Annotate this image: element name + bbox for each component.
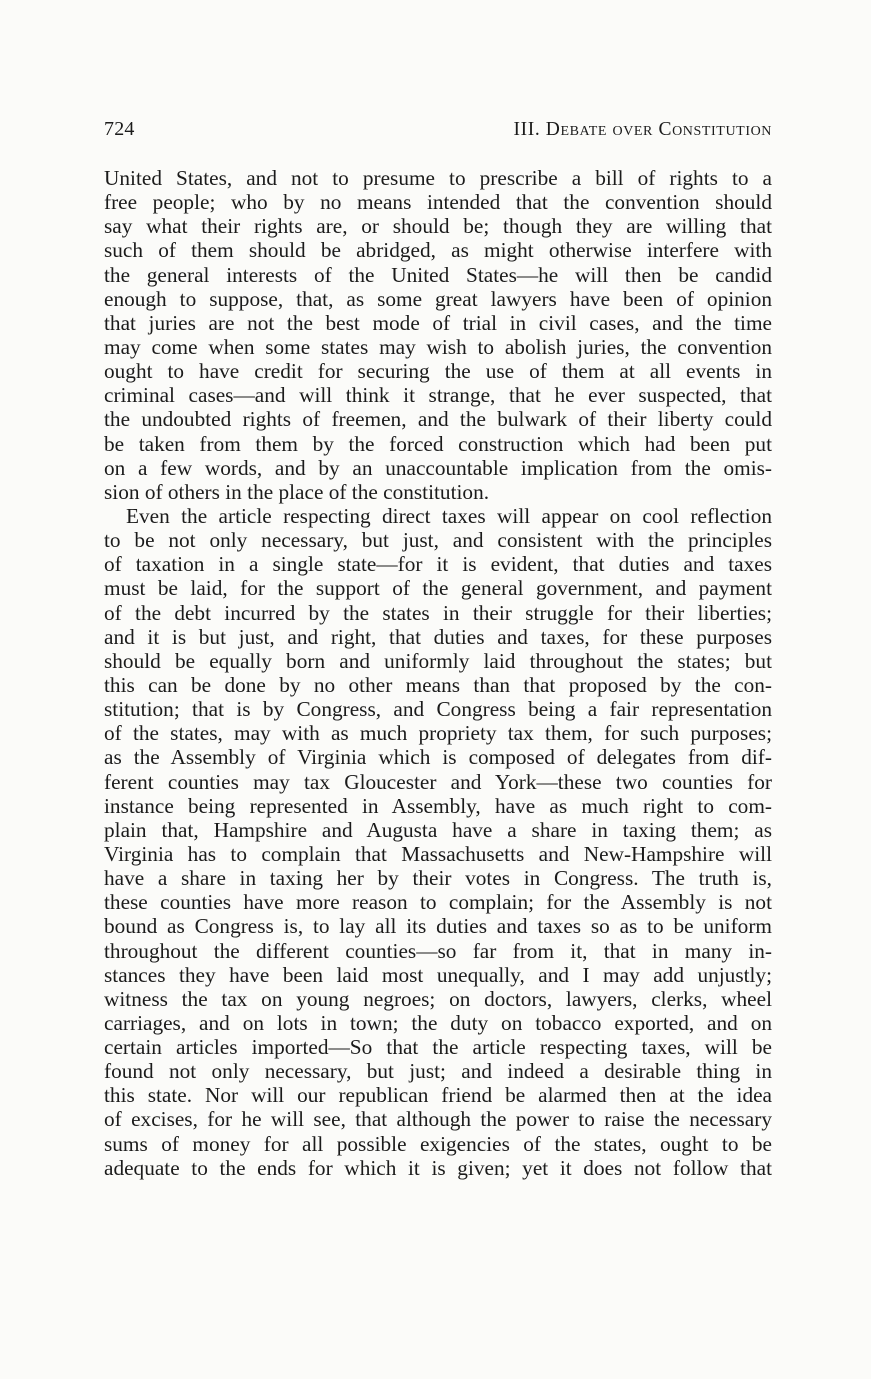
- text-line: stances they have been laid most unequally, and I may add unjustly;: [104, 962, 772, 987]
- paragraph: [104, 166, 772, 504]
- text-line: this state. Nor will our republican friend be alarmed then at the idea: [104, 1083, 772, 1108]
- text-line: may come when some states may wish to abolish juries, the convention: [104, 334, 772, 359]
- text-line: that juries are not the best mode of trial in civil cases, and the time: [104, 310, 772, 335]
- text-line: to be not only necessary, but just, and consistent with the principles: [104, 528, 772, 553]
- running-head: [104, 118, 772, 148]
- text-line: instance being represented in Assembly, have as much right to com-: [104, 793, 772, 818]
- paragraph: [104, 504, 772, 1180]
- text-line: sion of others in the place of the constitution.: [104, 479, 490, 504]
- body-text: [104, 166, 772, 1180]
- text-line: must be laid, for the support of the general government, and payment: [104, 576, 772, 601]
- page-number: 724: [104, 118, 135, 140]
- text-line: certain articles imported—So that the article respecting taxes, will be: [104, 1035, 772, 1060]
- text-line: the undoubted rights of freemen, and the bulwark of their liberty could: [104, 407, 772, 432]
- text-line: adequate to the ends for which it is given; yet it does not follow that: [104, 1155, 772, 1180]
- text-line: have a share in taxing her by their votes in Congress. The truth is,: [104, 866, 772, 891]
- text-line: criminal cases—and will think it strange, that he ever suspected, that: [104, 383, 772, 408]
- running-title: III. Debate over Constitution: [513, 119, 772, 140]
- text-line: should be equally born and uniformly laid throughout the states; but: [104, 648, 772, 673]
- text-line: enough to suppose, that, as some great lawyers have been of opinion: [104, 286, 772, 311]
- text-line: carriages, and on lots in town; the duty on tobacco exported, and on: [104, 1010, 772, 1035]
- text-line: Virginia has to complain that Massachusetts and New-Hampshire will: [104, 841, 772, 866]
- text-line: of the states, may with as much propriety tax them, for such purposes;: [104, 721, 772, 746]
- text-line: found not only necessary, but just; and indeed a desirable thing in: [104, 1059, 772, 1084]
- text-line: of excises, for he will see, that although the power to raise the necessary: [104, 1107, 772, 1132]
- text-line: the general interests of the United States—he will then be candid: [104, 262, 772, 287]
- text-line: stitution; that is by Congress, and Congress being a fair representation: [104, 697, 772, 722]
- text-line: and it is but just, and right, that duties and taxes, for these purposes: [104, 624, 772, 649]
- text-line: bound as Congress is, to lay all its duties and taxes so as to be uniform: [104, 914, 772, 939]
- text-line: of the debt incurred by the states in their struggle for their liberties;: [104, 600, 772, 625]
- text-line: of taxation in a single state—for it is evident, that duties and taxes: [104, 552, 772, 577]
- text-line: say what their rights are, or should be; though they are willing that: [104, 214, 772, 239]
- text-line: such of them should be abridged, as might otherwise interfere with: [104, 238, 772, 263]
- text-line: plain that, Hampshire and Augusta have a share in taxing them; as: [104, 817, 772, 842]
- text-line: ferent counties may tax Gloucester and York—these two counties for: [104, 769, 772, 794]
- text-line: free people; who by no means intended that the convention should: [104, 190, 772, 215]
- text-line: these counties have more reason to complain; for the Assembly is not: [104, 890, 772, 915]
- text-line: ought to have credit for securing the use of them at all events in: [104, 359, 772, 384]
- text-line: throughout the different counties—so far from it, that in many in-: [104, 938, 772, 963]
- text-line: on a few words, and by an unaccountable implication from the omis-: [104, 455, 772, 480]
- text-line: witness the tax on young negroes; on doctors, lawyers, clerks, wheel: [104, 986, 772, 1011]
- text-line: this can be done by no other means than that proposed by the con-: [104, 672, 772, 697]
- document-page: [104, 118, 772, 1180]
- text-line: United States, and not to presume to prescribe a bill of rights to a: [104, 166, 772, 190]
- text-line: Even the article respecting direct taxes will appear on cool reflection: [126, 503, 772, 528]
- text-line: as the Assembly of Virginia which is composed of delegates from dif-: [104, 745, 772, 770]
- text-line: sums of money for all possible exigencies of the states, ought to be: [104, 1131, 772, 1156]
- text-line: be taken from them by the forced construction which had been put: [104, 431, 772, 456]
